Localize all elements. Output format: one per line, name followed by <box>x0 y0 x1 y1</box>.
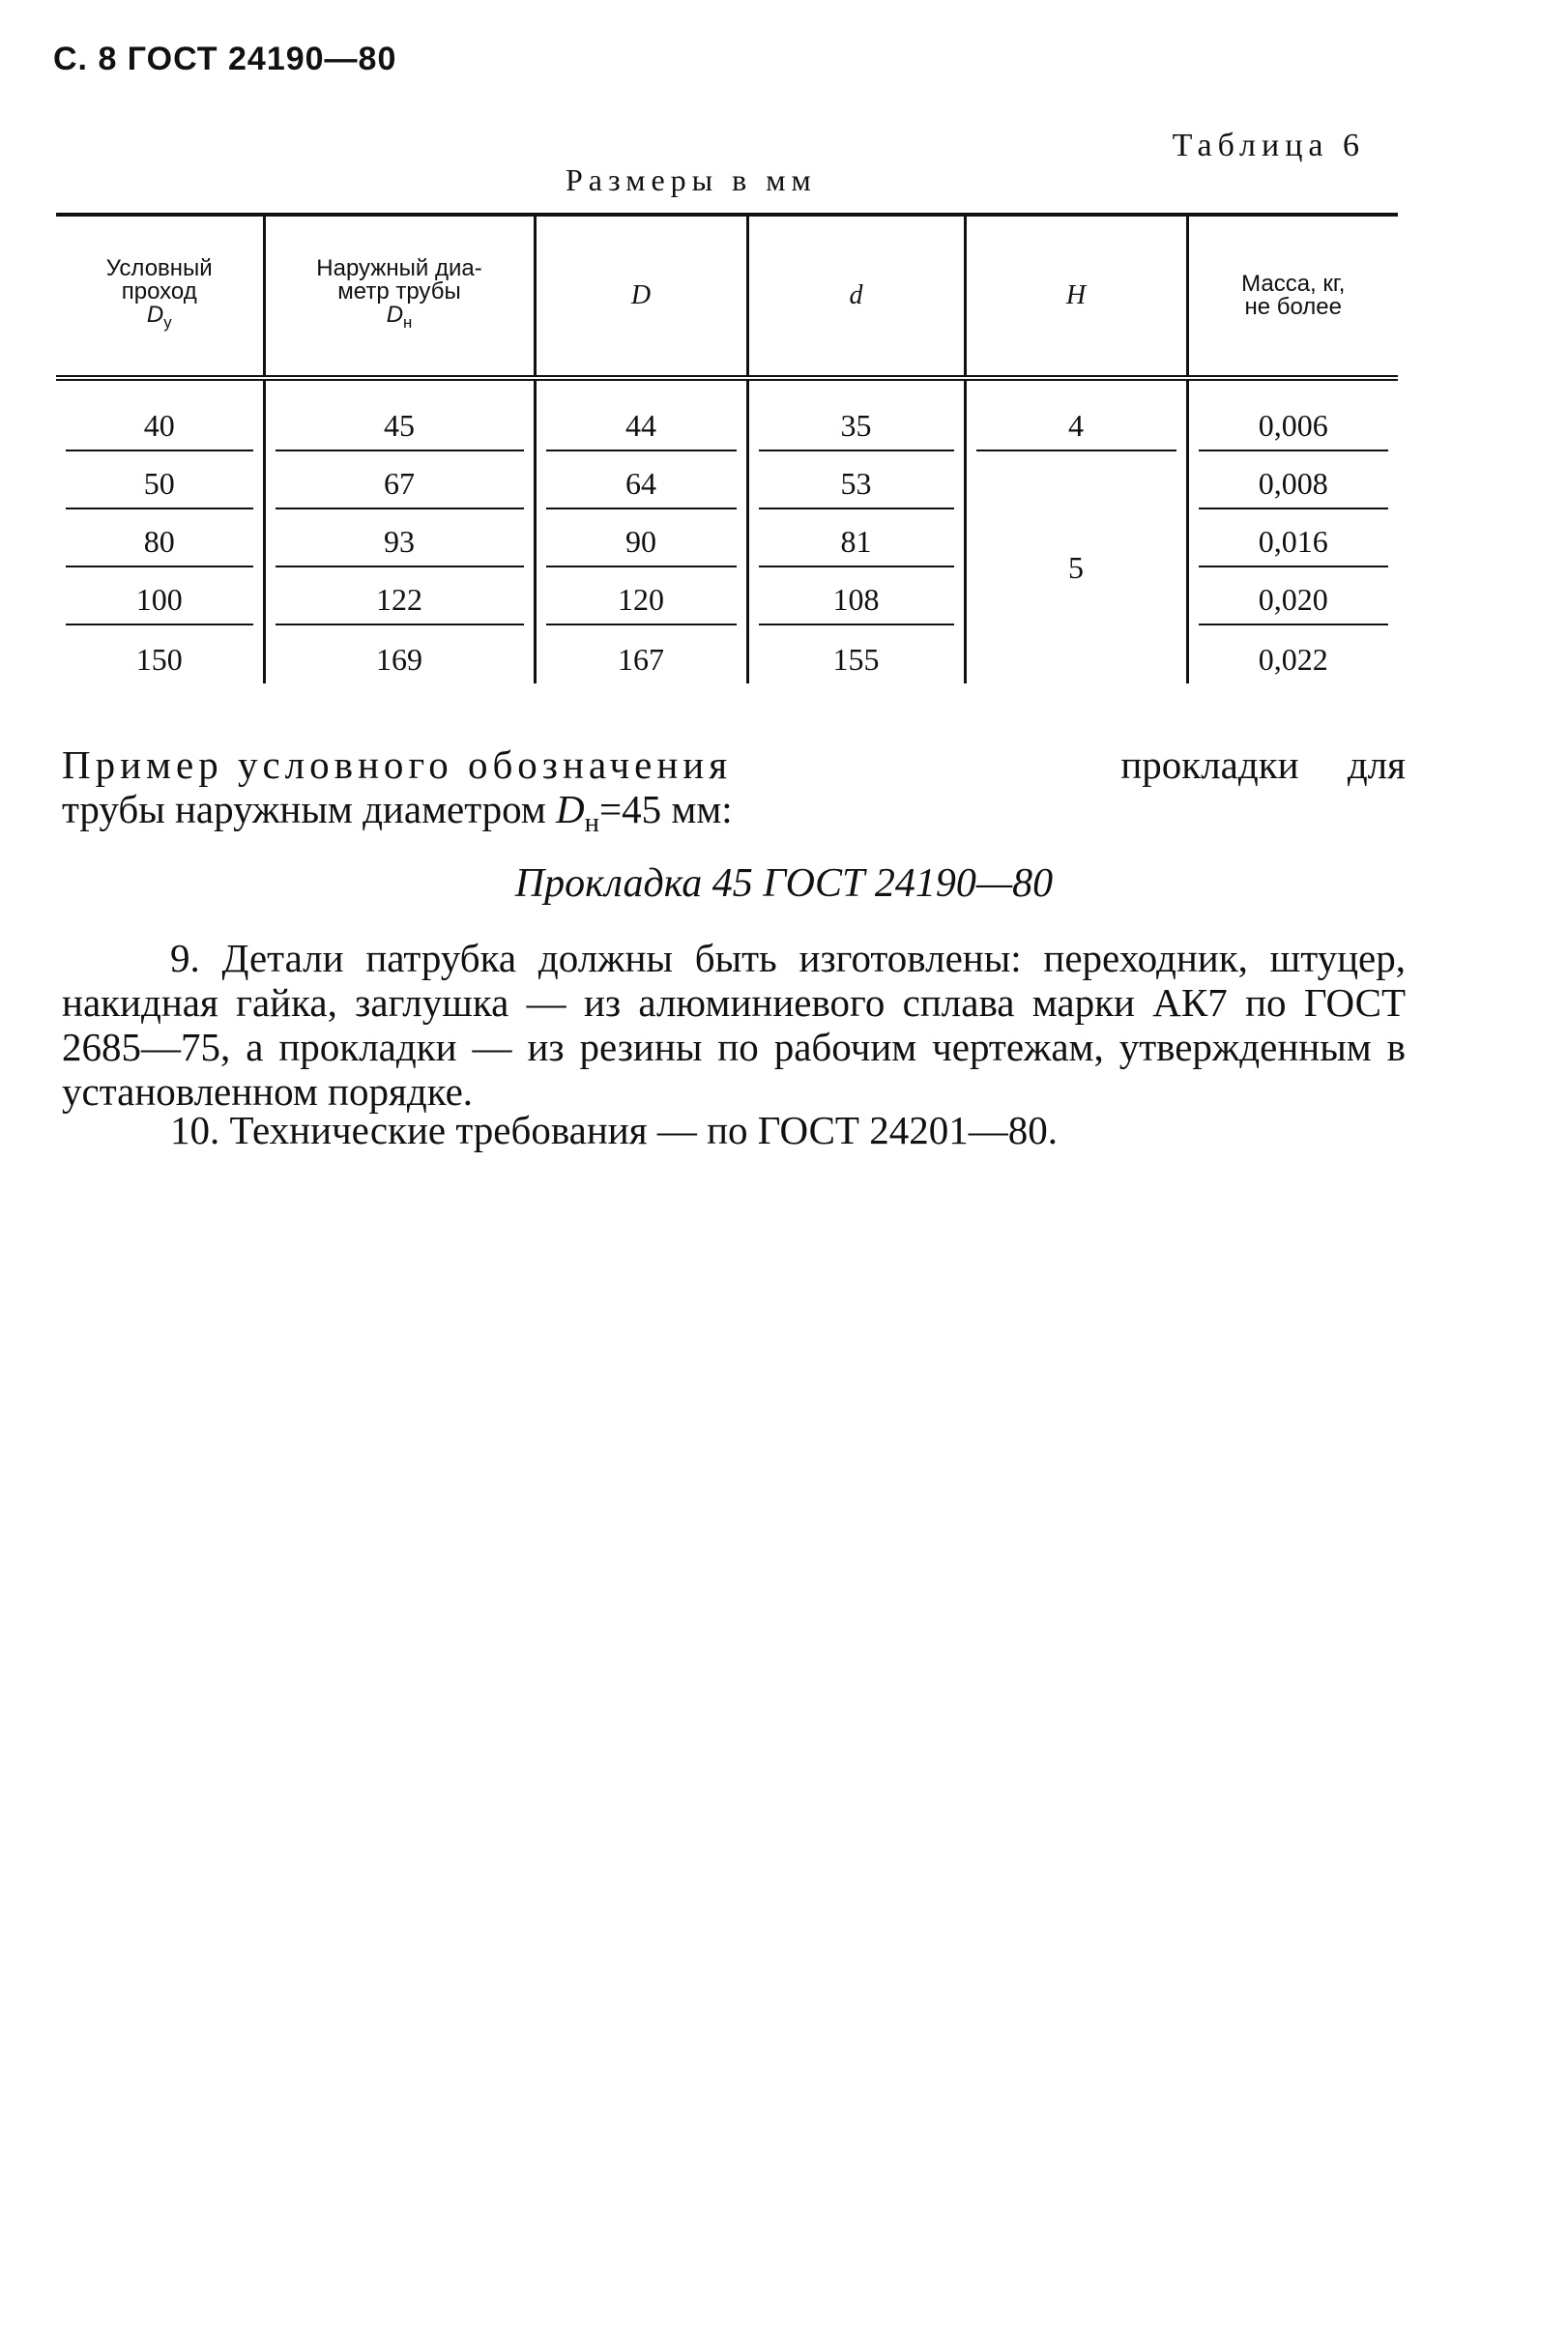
cell-nominal-bore: 100 <box>66 582 253 625</box>
cell-D: 120 <box>546 582 737 625</box>
table-row <box>56 625 1398 683</box>
cell-d: 108 <box>759 582 954 625</box>
table-row <box>56 378 1398 451</box>
cell-mass: 0,008 <box>1199 466 1389 509</box>
col-header-D: D <box>535 215 747 378</box>
designation-line: Прокладка 45 ГОСТ 24190—80 <box>514 861 1054 906</box>
table-caption: Таблица 6 <box>1172 128 1365 163</box>
cell-nominal-bore: 40 <box>66 408 253 451</box>
cell-D: 90 <box>546 524 737 567</box>
cell-d: 35 <box>759 408 954 451</box>
cell-outer-diameter: 67 <box>276 466 524 509</box>
cell-d: 53 <box>759 466 954 509</box>
cell-outer-diameter: 122 <box>276 582 524 625</box>
page-header: С. 8 ГОСТ 24190—80 <box>53 41 397 77</box>
cell-D: 44 <box>546 408 737 451</box>
cell-mass: 0,016 <box>1199 524 1389 567</box>
paragraph-9: 9. Детали патрубка должны быть изготовлены: переходник, штуцер, накидная гайка, заглушка — из алюминиевого сплава марки АК7 по ГОСТ 2685—75, а прокладки — из резины по рабочим чертежам, утвержденным в установленном порядке. <box>62 936 1406 1114</box>
cell-outer-diameter: 169 <box>376 642 422 677</box>
col-header-mass: Масса, кг, не более <box>1187 215 1398 378</box>
designation-example-text: Пример условного обозначения прокладки для трубы наружным диаметром $D_н=45$ мм: <box>62 742 1406 839</box>
table-header-row <box>56 215 1398 378</box>
col-header-outer-diameter: Наружный диа- метр трубы $D_н$ <box>264 215 535 378</box>
table-row <box>56 567 1398 625</box>
cell-D: 64 <box>546 466 737 509</box>
cell-d: 155 <box>832 642 880 677</box>
paragraph-10: 10. Технические требования — по ГОСТ 24201—80. <box>170 1108 1058 1152</box>
cell-nominal-bore: 80 <box>66 524 253 567</box>
cell-mass: 0,020 <box>1199 582 1389 625</box>
cell-nominal-bore: 50 <box>66 466 253 509</box>
cell-H: 4 <box>976 408 1176 451</box>
cell-outer-diameter: 93 <box>276 524 524 567</box>
col-header-H: H <box>965 215 1187 378</box>
cell-H-merged: 5 <box>965 451 1187 683</box>
cell-nominal-bore: 150 <box>135 642 183 677</box>
col-header-nominal-bore: Условный проход $D_у$ <box>105 255 213 332</box>
table-units: Размеры в мм <box>566 162 817 197</box>
cell-mass: 0,006 <box>1199 408 1389 451</box>
table-row <box>56 451 1398 509</box>
dimensions-table <box>56 213 1398 683</box>
col-header-d: d <box>747 215 965 378</box>
cell-D: 167 <box>618 642 664 677</box>
cell-outer-diameter: 45 <box>276 408 524 451</box>
cell-d: 81 <box>759 524 954 567</box>
cell-mass: 0,022 <box>1258 642 1328 677</box>
table-row <box>56 509 1398 567</box>
